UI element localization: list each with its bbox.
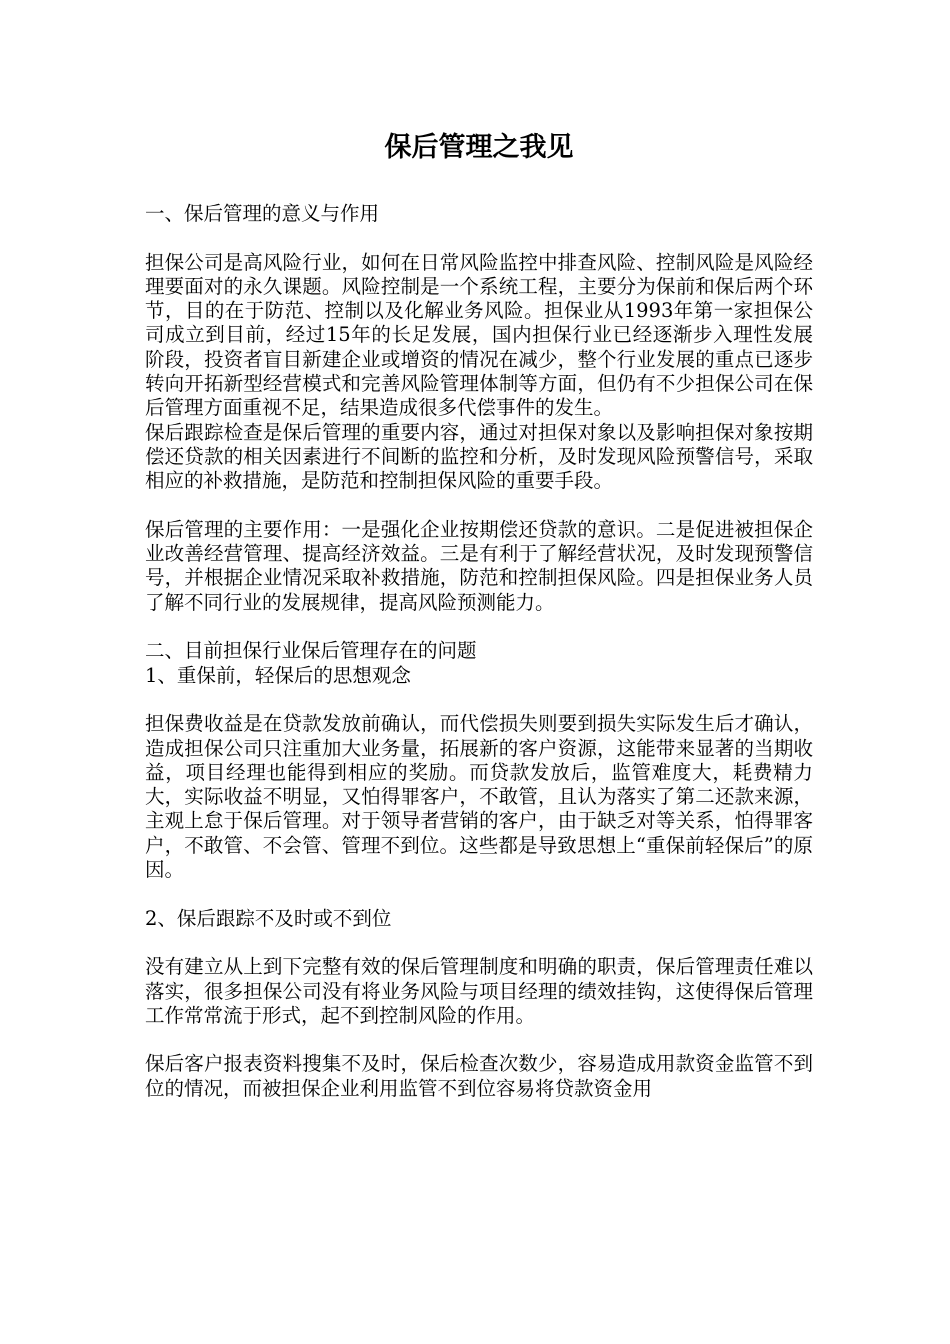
document-title: 保后管理之我见 — [384, 132, 574, 163]
paragraph-spacer — [145, 494, 813, 518]
body-paragraph: 保后管理的主要作用：一是强化企业按期偿还贷款的意识。二是促进被担保企业改善经营管理、提高经济效益。三是有利于了解经营状况，及时发现预警信号，并根据企业情况采取补救措施，防范和控制担保风险。四是担保业务人员了解不同行业的发展规律，提高风险预测能力。 — [145, 517, 813, 614]
paragraph-spacer — [145, 226, 813, 250]
document-page — [145, 128, 813, 1101]
section-heading: 1、重保前，轻保后的思想观念 — [145, 663, 411, 687]
body-paragraph: 保后客户报表资料搜集不及时，保后检查次数少，容易造成用款资金监管不到位的情况，而被担保企业利用监管不到位容易将贷款资金用 — [145, 1052, 813, 1100]
paragraph-spacer — [145, 882, 813, 906]
section-heading: 2、保后跟踪不及时或不到位 — [145, 906, 392, 930]
body-paragraph: 担保费收益是在贷款发放前确认，而代偿损失则要到损失实际发生后才确认，造成担保公司只注重加大业务量，拓展新的客户资源，这能带来显著的当期收益，项目经理也能得到相应的奖励。而贷款发放后，监管难度大，耗费精力大，实际收益不明显，又怕得罪客户，不敢管，且认为落实了第二还款来源，主观上怠于保后管理。对于领导者营销的客户，由于缺乏对等关系，怕得罪客户，不敢管、不会管、管理不到位。这些都是导致思想上“重保前轻保后”的原因。 — [145, 712, 813, 882]
paragraph-spacer — [145, 1028, 813, 1052]
document-body — [145, 202, 813, 1101]
body-paragraph: 保后跟踪检查是保后管理的重要内容，通过对担保对象以及影响担保对象按期偿还贷款的相关因素进行不间断的监控和分析，及时发现风险预警信号，采取相应的补救措施，是防范和控制担保风险的重要手段。 — [145, 420, 813, 493]
body-paragraph: 担保公司是高风险行业，如何在日常风险监控中排查风险、控制风险是风险经理要面对的永久课题。风险控制是一个系统工程，主要分为保前和保后两个环节，目的在于防范、控制以及化解业务风险。担保业从1993年第一家担保公司成立到目前，经过15年的长足发展，国内担保行业已经逐渐步入理性发展阶段，投资者盲目新建企业或增资的情况在减少，整个行业发展的重点已逐步转向开拓新型经营模式和完善风险管理体制等方面，但仍有不少担保公司在保后管理方面重视不足，结果造成很多代偿事件的发生。 — [145, 250, 813, 420]
section-heading: 二、目前担保行业保后管理存在的问题 — [145, 639, 477, 663]
paragraph-spacer — [145, 688, 813, 712]
section-heading: 一、保后管理的意义与作用 — [145, 202, 380, 225]
body-paragraph: 没有建立从上到下完整有效的保后管理制度和明确的职责，保后管理责任难以落实，很多担保公司没有将业务风险与项目经理的绩效挂钩，这使得保后管理工作常常流于形式，起不到控制风险的作用。 — [145, 955, 813, 1027]
paragraph-spacer — [145, 931, 813, 955]
paragraph-spacer — [145, 615, 813, 639]
